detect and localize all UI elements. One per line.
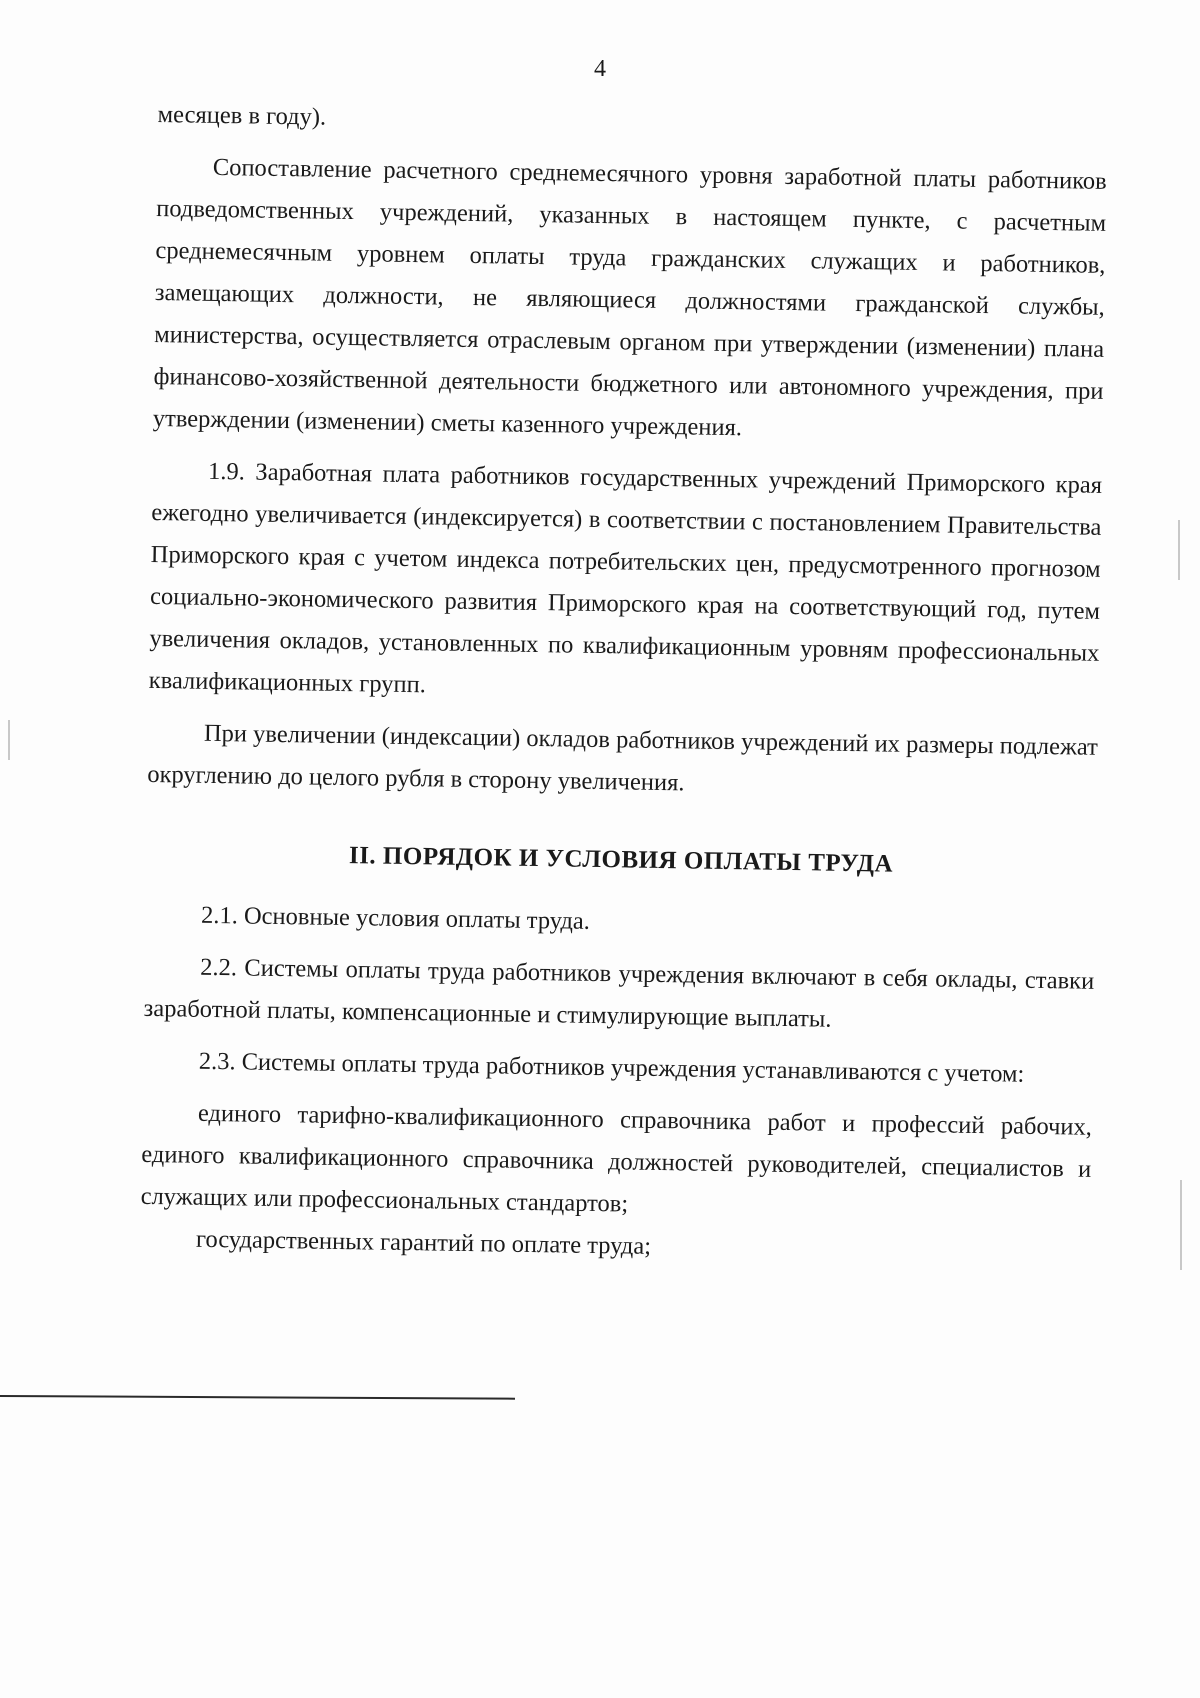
clause-2-2: 2.2. Системы оплаты труда работников учреждения включают в себя оклады, ставки заработной платы, компенсационные и стимулирующие выплаты.	[143, 953, 1095, 1033]
footnote-divider	[0, 1395, 515, 1400]
list-item-reference-books: единого тарифно-квалификационного справочника работ и профессий рабочих, единого квалификационного справочника должностей руководителей, специалистов и служащих или профессиональных стандартов;	[140, 1099, 1093, 1218]
scan-artifact-right-edge	[1178, 520, 1180, 580]
paragraph-comparison: Сопоставление расчетного среднемесячного уровня заработной платы работников подведомственных учреждений, указанных в настоящем пункте, с расчетным среднемесячным уровнем оплаты труда гражданских служащих и работников, замещающих должности, не являющиеся должностями гражданской службы, министерства, осуществляется отраслевым органом при утверждении (изменении) плана финансово-хозяйственной деятельности бюджетного или автономного учреждения, при утверждении (изменении) сметы казенного учреждения.	[152, 153, 1107, 442]
clause-2-1: 2.1. Основные условия оплаты труда.	[200, 901, 591, 935]
document-body	[140, 94, 1108, 1275]
section-heading: II. ПОРЯДОК И УСЛОВИЯ ОПЛАТЫ ТРУДА	[348, 842, 894, 878]
clause-2-3: 2.3. Системы оплаты труда работников учреждения устанавливаются с учетом:	[198, 1047, 1025, 1088]
page-number: 4	[594, 56, 606, 82]
paragraph-rounding: При увеличении (индексации) окладов работников учреждений их размеры подлежат округлению до целого рубля в сторону увеличения.	[147, 719, 1099, 797]
paragraph-continuation: месяцев в году).	[157, 100, 327, 131]
scan-artifact-left-edge	[8, 720, 10, 760]
scan-artifact-right-edge-lower	[1180, 1180, 1182, 1270]
list-item-state-guarantees: государственных гарантий по оплате труда;	[195, 1225, 652, 1260]
paragraph-1-9: 1.9. Заработная плата работников государственных учреждений Приморского края ежегодно увеличивается (индексируется) в соответствии с постановлением Правительства Приморского края с учетом индекса потребительских цен, предусмотренного прогнозом социально-экономического развития Приморского края на соответствующий год, путем увеличения окладов, установленных по квалификационным уровням профессиональных квалификационных групп.	[148, 457, 1103, 699]
